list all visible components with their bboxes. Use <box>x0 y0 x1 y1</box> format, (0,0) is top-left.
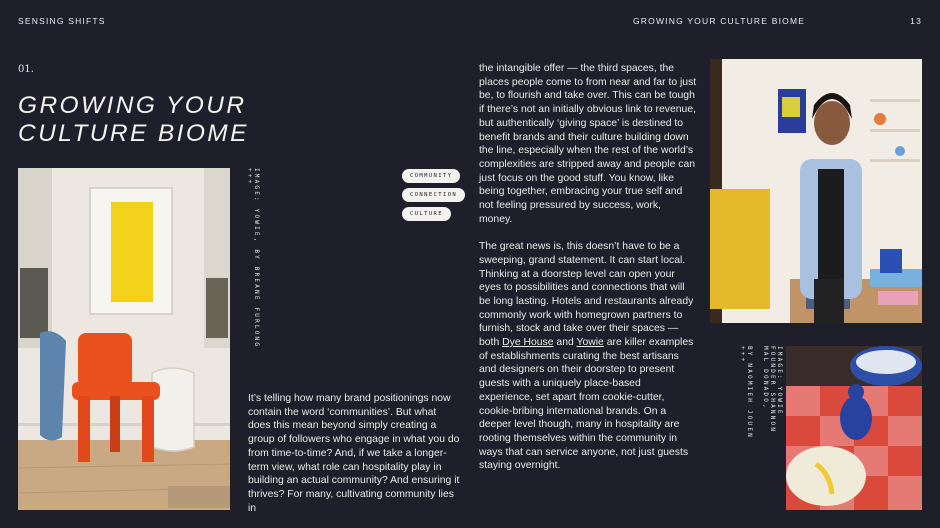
paragraph-2 <box>479 240 697 473</box>
tag-community: COMMUNITY <box>402 169 460 183</box>
image-credit-chair: IMAGE: YOWIE, BY BREANE FURLONG +++ <box>246 168 260 349</box>
founder-portrait-photo <box>710 59 922 323</box>
page-number: 13 <box>910 16 922 26</box>
page-title: GROWING YOUR CULTURE BIOME <box>18 92 249 147</box>
body-column-1: It’s telling how many brand positionings now contain the word ‘communities’. But what does this mean beyond simply creating a group of followers who engage in what you do from time-to-time? And, if we take a longer-term view, what role can hospitality play in building an actual community? And ensuring it thrives? For many, cultivating community lies in <box>248 393 460 514</box>
paragraph-2-and: and <box>553 337 577 349</box>
link-dye-house[interactable]: Dye House <box>502 337 554 349</box>
paragraph-1: the intangible offer — the third spaces, the places people come to from near and far to just be, to flourish and take over. This can be tough if there’s not an initially obvious link to revenue, but authentically ‘giving space’ is destined to benefit brands and their culture building down the line, especially when the rest of the world’s complexities are stripped away and people can just focus on the good stuff. You know, like being together, embracing your true self and not feeling pressured by success, work, money. <box>479 63 697 225</box>
tag-culture: CULTURE <box>402 207 451 221</box>
running-header-left: SENSING SHIFTS <box>18 16 106 26</box>
section-number: 01. <box>18 64 34 75</box>
chair-photo <box>18 168 230 510</box>
tag-connection: CONNECTION <box>402 188 465 202</box>
image-credit-portrait-line2: BY NAOMIEH JOUEN +++ <box>739 346 753 439</box>
paragraph-2-text-b: are killer examples of establishments curating the best artisans and designers on their doorstep to present guests with a uniquely place-based experience, set apart from cookie-cutter, cookie-bribing international brands. On a deeper level though, many in hospitality are rooting themselves within the community in ways that can service anyone, not just guests staying overnight. <box>479 337 694 472</box>
image-credit-portrait-line1: IMAGE: YOWIE FOUNDER SHANNON MAL DONADO, <box>762 346 783 434</box>
running-header-right: GROWING YOUR CULTURE BIOME <box>633 16 806 26</box>
link-yowie[interactable]: Yowie <box>576 337 604 349</box>
body-column-2 <box>479 62 697 487</box>
paragraph-2-text-a: The great news is, this doesn’t have to be a sweeping, grand statement. It can start local. Thinking at a doorstep level can open your eyes to possibilities and connections that will be long lasting. Hotels and restaurants already commonly work with homegrown partners to furnish, stock and take over their spaces — both <box>479 241 694 349</box>
tabletop-still-life-photo <box>786 346 922 510</box>
